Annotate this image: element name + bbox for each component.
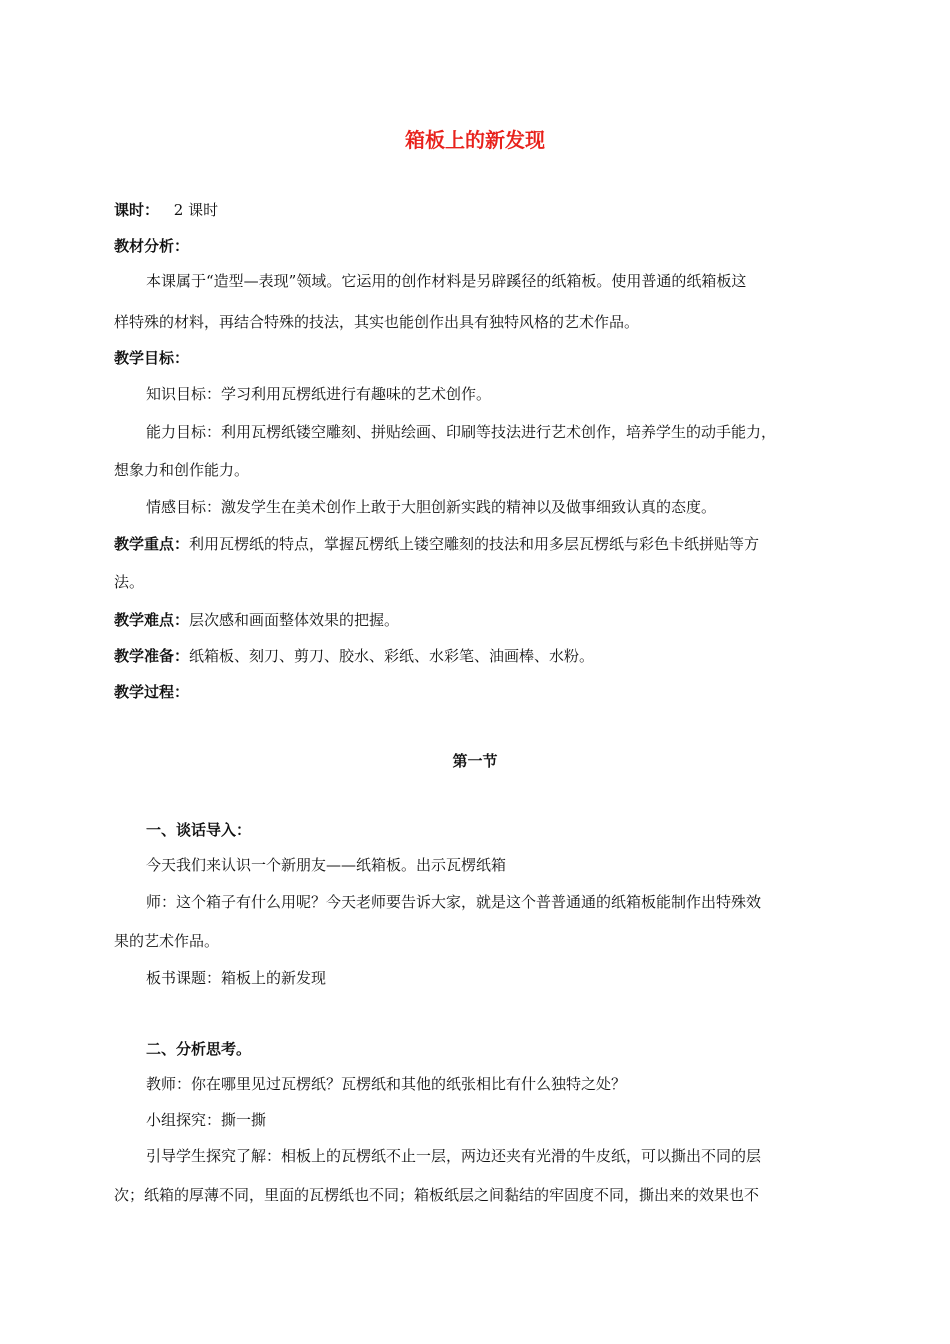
goal-ability-1: 能力目标：利用瓦楞纸镂空雕刻、拼贴绘画、印刷等技法进行艺术创作，培养学生的动手能力， — [146, 423, 777, 441]
preparation-text: 纸箱板、刻刀、剪刀、胶水、彩纸、水彩笔、油画棒、水粉。 — [189, 647, 595, 665]
part-1-heading: 一、谈话导入： — [146, 821, 252, 839]
key-points-label: 教学重点： — [114, 535, 190, 553]
preparation-line — [114, 646, 594, 666]
lesson-hours-line — [114, 200, 218, 220]
part-1-line-1: 今天我们来认识一个新朋友——纸箱板。出示瓦楞纸箱 — [146, 856, 507, 874]
part-1-line-4: 板书课题：箱板上的新发现 — [146, 969, 327, 987]
lesson-hours-label: 课时： — [114, 201, 160, 219]
goal-ability-2: 想象力和创作能力。 — [114, 461, 250, 479]
analysis-paragraph-1: 本课属于“造型—表现”领域。它运用的创作材料是另辟蹊径的纸箱板。使用普通的纸箱板这 — [146, 272, 747, 290]
difficulty-line — [114, 610, 399, 630]
preparation-label: 教学准备： — [114, 647, 190, 665]
goal-emotion: 情感目标：激发学生在美术创作上敢于大胆创新实践的精神以及做事细致认真的态度。 — [146, 498, 717, 516]
part-1-line-3: 果的艺术作品。 — [114, 932, 220, 950]
difficulty-label: 教学难点： — [114, 611, 190, 629]
goals-label: 教学目标： — [114, 349, 190, 367]
difficulty-text: 层次感和画面整体效果的把握。 — [189, 611, 400, 629]
part-2-line-2: 小组探究：撕一撕 — [146, 1111, 267, 1129]
key-points-text: 利用瓦楞纸的特点，掌握瓦楞纸上镂空雕刻的技法和用多层瓦楞纸与彩色卡纸拼贴等方 — [189, 535, 760, 553]
part-2-line-1: 教师：你在哪里见过瓦楞纸？瓦楞纸和其他的纸张相比有什么独特之处？ — [146, 1075, 627, 1093]
section-1-heading: 第一节 — [452, 752, 498, 770]
process-label: 教学过程： — [114, 683, 190, 701]
key-points-line — [114, 534, 759, 554]
key-points-text-2: 法。 — [114, 573, 145, 591]
part-2-heading: 二、分析思考。 — [146, 1040, 252, 1058]
goal-knowledge: 知识目标：学习利用瓦楞纸进行有趣味的艺术创作。 — [146, 385, 492, 403]
analysis-label: 教材分析： — [114, 237, 190, 255]
part-1-line-2: 师：这个箱子有什么用呢？今天老师要告诉大家，就是这个普普通通的纸箱板能制作出特殊效 — [146, 893, 762, 911]
document-title: 箱板上的新发现 — [405, 128, 545, 152]
part-2-line-4: 次；纸箱的厚薄不同，里面的瓦楞纸也不同；箱板纸层之间黏结的牢固度不同，撕出来的效果也不 — [114, 1186, 760, 1204]
analysis-paragraph-2: 样特殊的材料，再结合特殊的技法，其实也能创作出具有独特风格的艺术作品。 — [114, 313, 640, 331]
part-2-line-3: 引导学生探究了解：相板上的瓦楞纸不止一层，两边还夹有光滑的牛皮纸，可以撕出不同的层 — [146, 1147, 762, 1165]
lesson-hours-value: 2 课时 — [173, 201, 219, 219]
